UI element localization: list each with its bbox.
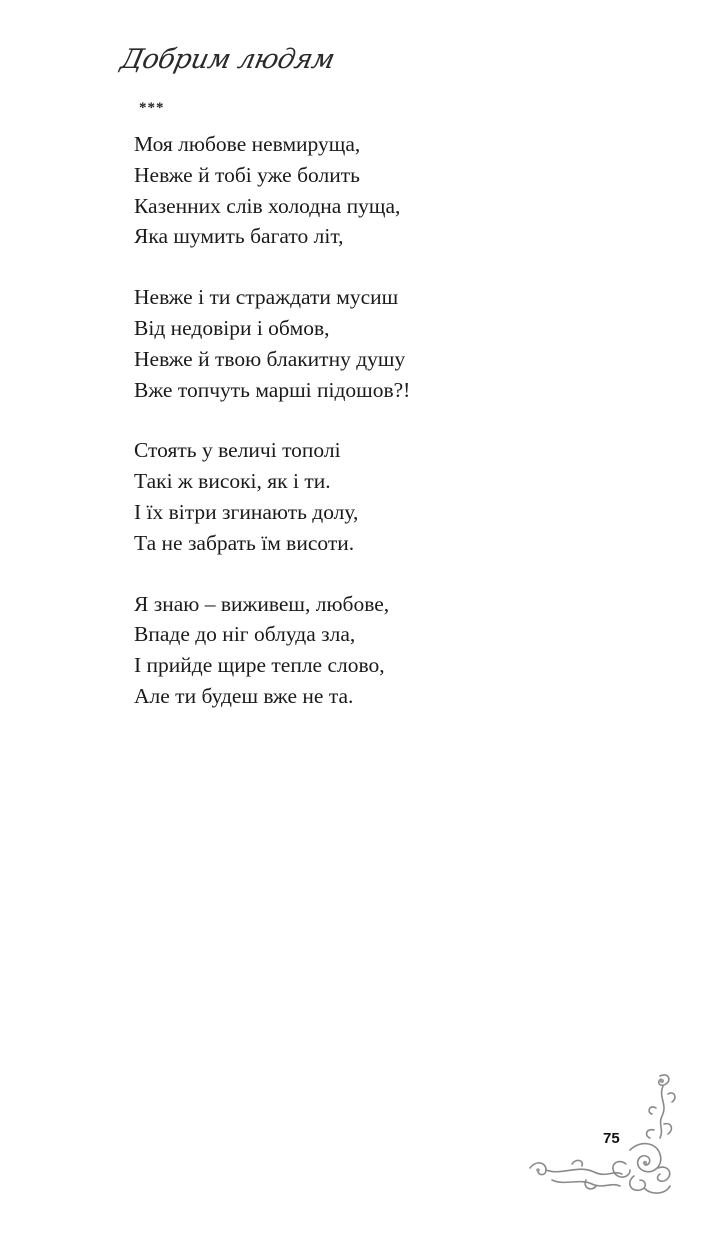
poem-asterism: *** xyxy=(139,100,165,116)
poem-line: І їх вітри згинають долу, xyxy=(134,499,359,524)
poem-line: Невже й тобі уже болить xyxy=(134,162,360,187)
poem-line: І прийде щире тепле слово, xyxy=(134,653,385,678)
poem-line: Стоять у величі тополі xyxy=(134,438,341,463)
poem-line: Невже й твою блакитну душу xyxy=(134,346,406,371)
poem-line: Такі ж високі, як і ти. xyxy=(134,469,331,494)
stanza-1 xyxy=(134,129,614,252)
floral-corner-ornament-icon xyxy=(522,1064,682,1204)
poem-line: Невже і ти страждати мусиш xyxy=(134,285,399,310)
running-header: Добрим людям xyxy=(118,44,338,75)
poem-line: Яка шумить багато літ, xyxy=(134,224,344,249)
stanza-2 xyxy=(134,282,614,405)
poem-line: Від недовіри і обмов, xyxy=(134,315,330,340)
poem-line: Впаде до ніг облуда зла, xyxy=(134,622,356,647)
poem-line: Та не забрать їм висоти. xyxy=(134,530,355,555)
page-number: 75 xyxy=(603,1130,620,1147)
stanza-3 xyxy=(134,435,614,558)
poem-line: Казенних слів холодна пуща, xyxy=(134,193,401,218)
poem-line: Вже топчуть марші підошов?! xyxy=(134,377,411,402)
poem-body xyxy=(134,129,614,742)
poem-line: Моя любове невмируща, xyxy=(134,132,361,156)
poem-line: Але ти будеш вже не та. xyxy=(134,683,354,708)
stanza-4 xyxy=(134,589,614,712)
poem-line: Я знаю – виживеш, любове, xyxy=(134,591,390,616)
